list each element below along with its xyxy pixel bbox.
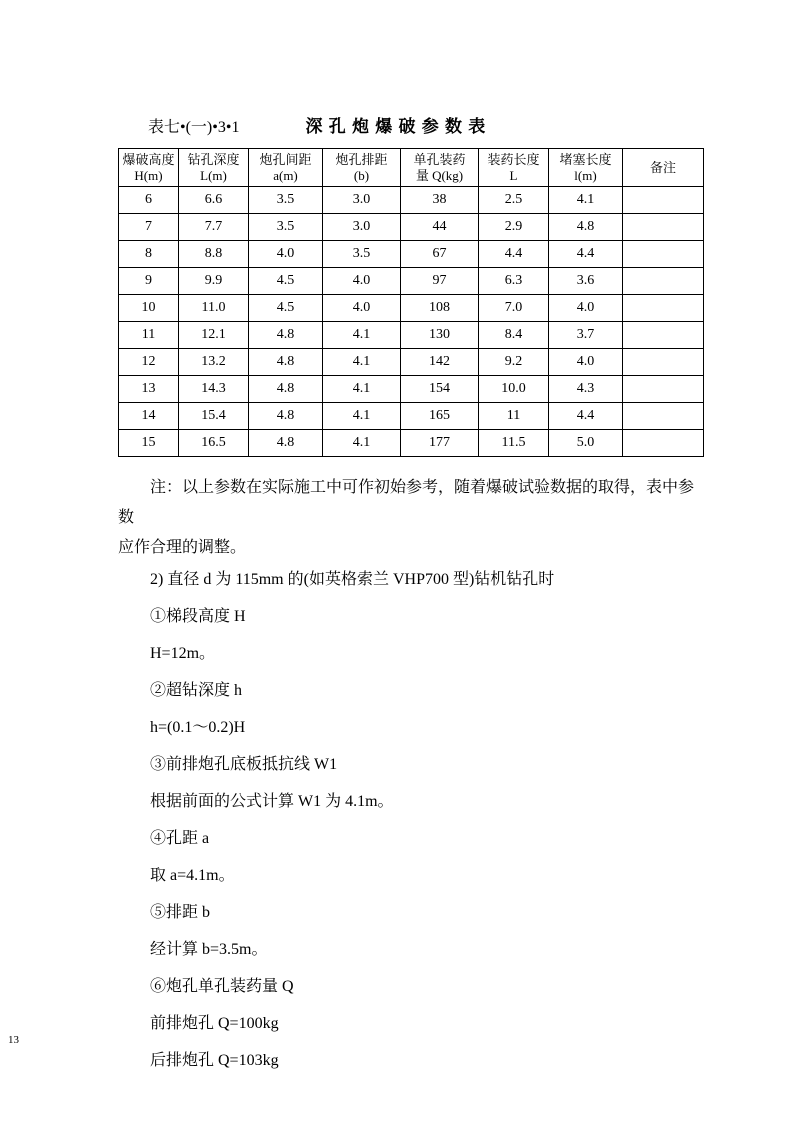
note-line: 应作合理的调整。: [118, 539, 247, 556]
table-cell: 13: [119, 376, 179, 403]
table-cell: 4.8: [249, 322, 323, 349]
table-cell: 11: [479, 403, 549, 430]
table-cell: 6.6: [179, 187, 249, 214]
paragraph: 根据前面的公式计算 W1 为 4.1m。: [150, 793, 394, 810]
table-row: [119, 430, 704, 457]
table-cell: 3.5: [323, 241, 401, 268]
table-cell: 165: [401, 403, 479, 430]
table-caption-row: [118, 112, 703, 137]
table-cell: 4.5: [249, 295, 323, 322]
table-cell: 4.0: [549, 295, 623, 322]
table-cell: [623, 187, 704, 214]
table-cell: 44: [401, 214, 479, 241]
table-cell: 4.3: [549, 376, 623, 403]
table-cell: 4.8: [249, 403, 323, 430]
paragraph: ②超钻深度 h: [150, 682, 243, 699]
table-cell: 177: [401, 430, 479, 457]
header-line: 量 Q(kg): [415, 167, 464, 183]
table-row: [119, 349, 704, 376]
table-cell: [623, 403, 704, 430]
table-cell: 4.1: [323, 430, 401, 457]
table-cell: 4.1: [323, 322, 401, 349]
table-cell: 8.8: [179, 241, 249, 268]
table-cell: [623, 322, 704, 349]
paragraph: 前排炮孔 Q=100kg: [150, 1015, 279, 1032]
header-line: l(m): [574, 167, 597, 183]
table-cell: [623, 268, 704, 295]
table-cell: 14.3: [179, 376, 249, 403]
table-cell: 4.8: [249, 349, 323, 376]
table-cell: 15.4: [179, 403, 249, 430]
table-cell: [623, 430, 704, 457]
table-cell: 12.1: [179, 322, 249, 349]
table-cell: 3.5: [249, 214, 323, 241]
table-cell: 142: [401, 349, 479, 376]
note-line: 注：以上参数在实际施工中可作初始参考，随着爆破试验数据的取得，表中参数: [118, 479, 695, 526]
table-cell: 130: [401, 322, 479, 349]
table-cell: 97: [401, 268, 479, 295]
paragraph: 经计算 b=3.5m。: [150, 941, 268, 958]
paragraph: 后排炮孔 Q=103kg: [150, 1052, 279, 1069]
header-line: 炮孔间距: [259, 151, 312, 167]
table-cell: 4.0: [549, 349, 623, 376]
table-header-cell: [549, 149, 623, 187]
header-line: a(m): [273, 167, 298, 183]
table-cell: 108: [401, 295, 479, 322]
table-cell: [623, 241, 704, 268]
table-row: [119, 241, 704, 268]
table-cell: 9: [119, 268, 179, 295]
table-cell: 3.6: [549, 268, 623, 295]
table-cell: 4.1: [323, 349, 401, 376]
table-header-cell: [401, 149, 479, 187]
table-cell: 3.0: [323, 187, 401, 214]
table-cell: 4.4: [549, 403, 623, 430]
header-line: 单孔装药: [413, 151, 466, 167]
table-number-label: 表七•(一)•3•1: [148, 119, 240, 136]
table-cell: 4.1: [323, 376, 401, 403]
table-header-cell: [623, 149, 704, 187]
table-cell: 11.0: [179, 295, 249, 322]
header-line: L(m): [200, 167, 227, 183]
table-cell: 4.0: [323, 268, 401, 295]
table-cell: [623, 295, 704, 322]
header-line: 钻孔深度: [187, 151, 240, 167]
table-cell: 4.8: [249, 376, 323, 403]
table-header-cell: [179, 149, 249, 187]
paragraph: 2) 直径 d 为 115mm 的(如英格索兰 VHP700 型)钻机钻孔时: [150, 571, 555, 588]
table-cell: 4.0: [323, 295, 401, 322]
table-header-cell: [249, 149, 323, 187]
header-line: 炮孔排距: [335, 151, 388, 167]
table-cell: 11: [119, 322, 179, 349]
paragraph: h=(0.1～0.2)H: [150, 719, 246, 736]
table-cell: 11.5: [479, 430, 549, 457]
table-cell: 10: [119, 295, 179, 322]
table-cell: 4.4: [549, 241, 623, 268]
paragraph: ④孔距 a: [150, 830, 210, 847]
table-cell: 7: [119, 214, 179, 241]
table-cell: 6: [119, 187, 179, 214]
paragraph: ③前排炮孔底板抵抗线 W1: [150, 756, 338, 773]
table-cell: 154: [401, 376, 479, 403]
table-cell: [623, 376, 704, 403]
note-paragraph: [118, 473, 703, 563]
table-cell: 7.0: [479, 295, 549, 322]
paragraph: 取 a=4.1m。: [150, 867, 235, 884]
table-cell: 6.3: [479, 268, 549, 295]
table-header: [119, 149, 704, 187]
table-cell: 3.5: [249, 187, 323, 214]
header-line: 爆破高度: [122, 151, 175, 167]
paragraph: ⑥炮孔单孔装药量 Q: [150, 978, 294, 995]
table-header-row: [119, 149, 704, 187]
header-line: H(m): [134, 167, 163, 183]
table-cell: 4.4: [479, 241, 549, 268]
header-line: 备注: [649, 159, 676, 175]
table-cell: 38: [401, 187, 479, 214]
table-cell: 4.8: [249, 430, 323, 457]
table-cell: 8.4: [479, 322, 549, 349]
table-row: [119, 322, 704, 349]
table-cell: 67: [401, 241, 479, 268]
table-cell: 3.7: [549, 322, 623, 349]
table-cell: 4.1: [323, 403, 401, 430]
paragraph: ①梯段高度 H: [150, 608, 246, 625]
table-cell: 2.5: [479, 187, 549, 214]
header-line: (b): [353, 167, 370, 183]
blasting-parameters-table: [118, 148, 704, 457]
table-cell: 5.0: [549, 430, 623, 457]
table-cell: 10.0: [479, 376, 549, 403]
table-header-cell: [323, 149, 401, 187]
header-line: 堵塞长度: [559, 151, 612, 167]
table-row: [119, 187, 704, 214]
table-row: [119, 214, 704, 241]
page-content: [118, 112, 703, 1087]
table-cell: 4.8: [549, 214, 623, 241]
table-cell: 13.2: [179, 349, 249, 376]
table-cell: 16.5: [179, 430, 249, 457]
paragraph: H=12m。: [150, 645, 216, 662]
body-paragraphs: [118, 569, 703, 1071]
table-cell: 4.1: [549, 187, 623, 214]
page-number: 13: [8, 1034, 19, 1046]
table-header-cell: [479, 149, 549, 187]
table-cell: [623, 349, 704, 376]
table-header-cell: [119, 149, 179, 187]
table-row: [119, 376, 704, 403]
table-cell: 7.7: [179, 214, 249, 241]
table-cell: 9.2: [479, 349, 549, 376]
table-cell: 15: [119, 430, 179, 457]
table-cell: 4.0: [249, 241, 323, 268]
table-cell: 2.9: [479, 214, 549, 241]
table-cell: 12: [119, 349, 179, 376]
table-cell: 8: [119, 241, 179, 268]
table-row: [119, 403, 704, 430]
header-line: 装药长度: [487, 151, 540, 167]
table-cell: 3.0: [323, 214, 401, 241]
table-row: [119, 268, 704, 295]
table-cell: [623, 214, 704, 241]
table-row: [119, 295, 704, 322]
header-line: L: [509, 167, 518, 183]
table-cell: 4.5: [249, 268, 323, 295]
table-cell: 9.9: [179, 268, 249, 295]
table-body: [119, 187, 704, 457]
paragraph: ⑤排距 b: [150, 904, 211, 921]
table-cell: 14: [119, 403, 179, 430]
table-title: 深 孔 炮 爆 破 参 数 表: [305, 117, 487, 136]
